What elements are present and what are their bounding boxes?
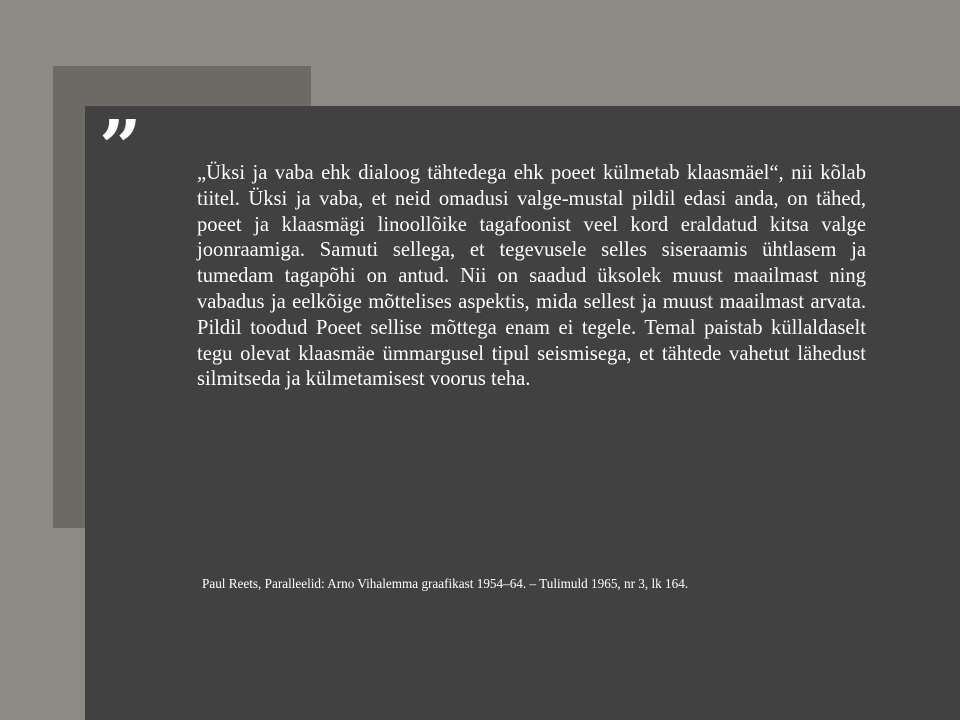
quote-citation: Paul Reets, Paralleelid: Arno Vihalemma graafikast 1954–64. – Tulimuld 1965, nr 3, lk 164. <box>202 576 689 591</box>
quote-text: „Üksi ja vaba ehk dialoog tähtedega ehk poeet külmetab klaasmäel“, nii kõlab tiitel. Üksi ja vaba, et neid omadusi valge-mustal pildil edasi anda, on tähed, poeet ja klaasmägi linoollõike tagafoonist veel kord eraldatud kitsa valge joonraamiga. Samuti sellega, et tegevusele selles siseraamis ühtlasem ja tumedam tagapõhi on antud. Nii on saadud üksolek muust maailmast ning vabadus ja eelkõige mõttelises aspektis, mida sellest ja muust maailmast arvata. Pildil toodud Poeet sellise mõttega enam ei tegele. Temal paistab küllaldaselt tegu olevat klaasmäe ümmargusel tipul seismisega, et tähtede vahetut lähedust silmitseda ja külmetamisest voorus teha. <box>197 162 866 391</box>
quotation-mark-icon: ” <box>99 105 138 191</box>
